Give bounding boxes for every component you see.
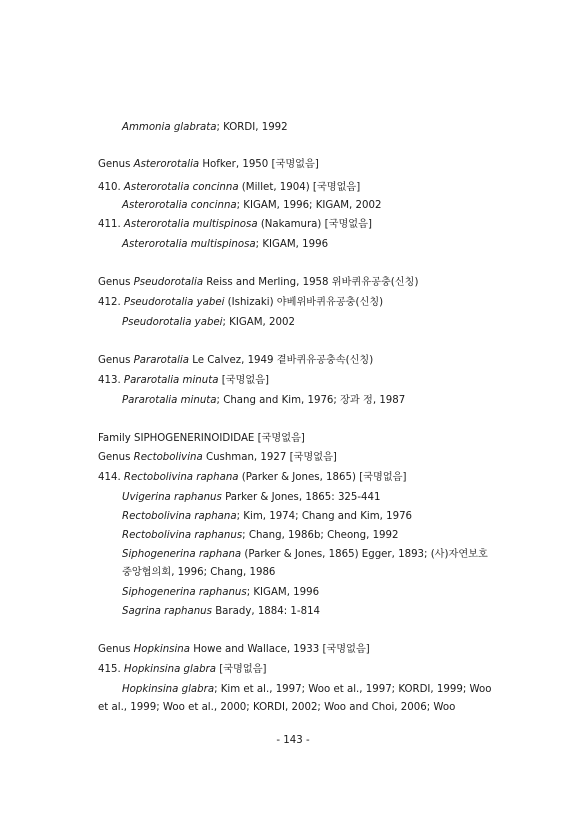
line-text: ; Kim, 1974; Chang and Kim, 1976	[236, 511, 413, 522]
line-text: ; KIGAM, 1996	[255, 239, 329, 250]
line-text: et al., 1999; Woo et al., 2000; KORDI, 2002; Woo and Choi, 2006; Woo	[98, 702, 456, 713]
taxon-name: Asterorotalia	[133, 159, 200, 170]
catalog-line-l15	[98, 471, 407, 484]
catalog-line-l22	[122, 605, 320, 618]
catalog-line-l13	[98, 432, 305, 445]
catalog-line-l17	[122, 510, 412, 523]
line-text: (Ishizaki) 야베위바퀴유공충(신칭)	[224, 297, 384, 308]
taxon-name: Pararotalia	[133, 355, 190, 366]
catalog-line-l01	[122, 121, 288, 134]
taxon-name: Pseudorotalia yabei	[122, 317, 223, 328]
catalog-line-l08	[98, 296, 383, 309]
taxon-name: Pseudorotalia	[133, 277, 204, 288]
taxon-name: Rectobolivina raphana	[122, 511, 237, 522]
catalog-line-l16	[122, 491, 381, 504]
catalog-line-l21	[122, 586, 319, 599]
catalog-line-l10	[98, 354, 373, 367]
taxon-name: Sagrina raphanus	[122, 606, 212, 617]
catalog-line-l02	[98, 158, 319, 171]
taxon-name: Rectobolivina raphanus	[122, 530, 243, 541]
line-text: 412.	[98, 297, 124, 308]
taxon-name: Hopkinsina glabra	[122, 684, 215, 695]
line-text: 중앙협의회, 1996; Chang, 1986	[122, 567, 276, 578]
taxon-name: Asterorotalia concinna	[123, 182, 239, 193]
line-text: [국명없음]	[215, 664, 267, 675]
line-text: 414.	[98, 472, 124, 483]
line-text: Genus	[98, 355, 134, 366]
line-text: Family SIPHOGENERINOIDIDAE [국명없음]	[98, 433, 305, 444]
catalog-line-l14	[98, 451, 337, 464]
line-text: 415.	[98, 664, 124, 675]
line-text: ; KIGAM, 2002	[222, 317, 295, 328]
line-text: ; Chang and Kim, 1976; 장과 정, 1987	[216, 395, 406, 406]
catalog-line-l05	[98, 218, 372, 231]
line-text: Genus	[98, 644, 134, 655]
line-text: 411.	[98, 219, 124, 230]
line-text: 410.	[98, 182, 124, 193]
catalog-line-l20	[122, 566, 275, 579]
catalog-line-l18	[122, 529, 399, 542]
taxon-name: Pararotalia minuta	[122, 395, 217, 406]
line-text: ; Chang, 1986b; Cheong, 1992	[242, 530, 399, 541]
catalog-line-l26	[98, 701, 455, 714]
taxon-name: Pseudorotalia yabei	[123, 297, 225, 308]
taxon-name: Asterorotalia concinna	[122, 200, 237, 211]
taxon-name: Pararotalia minuta	[123, 375, 219, 386]
line-text: Parker & Jones, 1865: 325-441	[221, 492, 381, 503]
line-text: Reiss and Merling, 1958 위바퀴유공충(신칭)	[203, 277, 419, 288]
line-text: Hofker, 1950 [국명없음]	[199, 159, 319, 170]
catalog-line-l07	[98, 276, 418, 289]
line-text: Genus	[98, 159, 134, 170]
catalog-line-l09	[122, 316, 295, 329]
line-text: ; KIGAM, 1996	[246, 587, 320, 598]
catalog-line-l19	[122, 548, 488, 561]
line-text: 413.	[98, 375, 124, 386]
taxon-name: Siphogenerina raphana	[122, 549, 242, 560]
catalog-line-l24	[98, 663, 267, 676]
catalog-line-l03	[98, 181, 360, 194]
taxon-name: Hopkinsina glabra	[123, 664, 216, 675]
catalog-line-l06	[122, 238, 328, 251]
taxon-name: Rectobolivina raphana	[123, 472, 239, 483]
taxon-name: Ammonia glabrata	[122, 122, 217, 133]
line-text: ; Kim et al., 1997; Woo et al., 1997; KORDI, 1999; Woo	[214, 684, 492, 695]
catalog-line-l23	[98, 643, 370, 656]
line-text: Genus	[98, 277, 134, 288]
line-text: [국명없음]	[218, 375, 270, 386]
line-text: ; KORDI, 1992	[216, 122, 288, 133]
line-text: Le Calvez, 1949 곁바퀴유공충속(신칭)	[189, 355, 374, 366]
taxon-name: Asterorotalia multispinosa	[123, 219, 258, 230]
line-text: ; KIGAM, 1996; KIGAM, 2002	[236, 200, 382, 211]
line-text: (Millet, 1904) [국명없음]	[238, 182, 361, 193]
line-text: Genus	[98, 452, 134, 463]
catalog-line-l25	[122, 683, 491, 696]
taxon-name: Uvigerina raphanus	[122, 492, 222, 503]
line-text: (Parker & Jones, 1865) [국명없음]	[238, 472, 407, 483]
taxon-name: Asterorotalia multispinosa	[122, 239, 256, 250]
taxon-name: Hopkinsina	[133, 644, 191, 655]
page-number: - 143 -	[276, 735, 310, 746]
taxon-name: Rectobolivina	[133, 452, 203, 463]
line-text: Cushman, 1927 [국명없음]	[202, 452, 337, 463]
line-text: Howe and Wallace, 1933 [국명없음]	[190, 644, 370, 655]
line-text: (Nakamura) [국명없음]	[257, 219, 372, 230]
catalog-line-l04	[122, 199, 381, 212]
line-text: Barady, 1884: 1-814	[211, 606, 321, 617]
catalog-line-l12	[122, 394, 405, 407]
catalog-line-l11	[98, 374, 269, 387]
line-text: (Parker & Jones, 1865) Egger, 1893; (사)자연보호	[241, 549, 488, 560]
taxon-name: Siphogenerina raphanus	[122, 587, 247, 598]
